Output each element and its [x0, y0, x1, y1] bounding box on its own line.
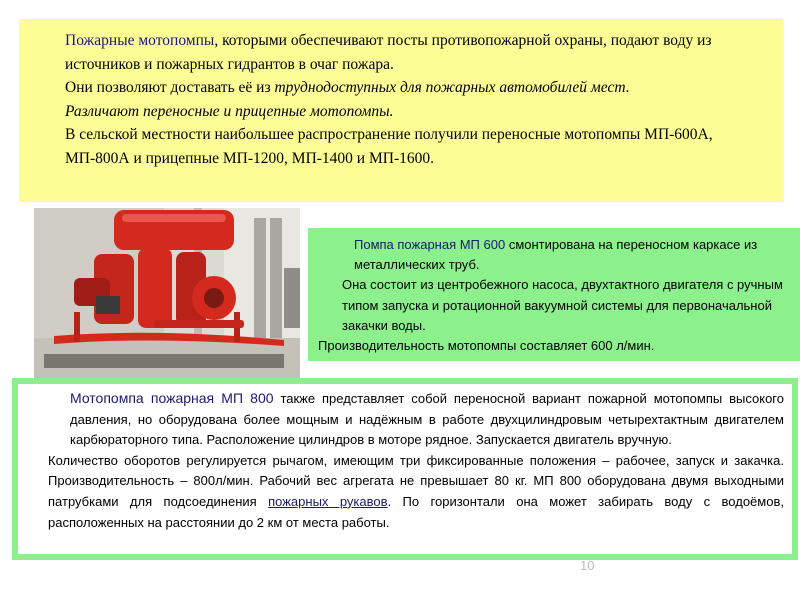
mp800-paragraph-2	[26, 451, 784, 533]
pump-illustration	[34, 208, 300, 380]
fire-hoses-link[interactable]: пожарных рукавов	[268, 493, 388, 509]
intro-text-box	[19, 19, 783, 202]
mp800-paragraph-1-text: также представляет собой переносной вариант пожарной мотопомпы высокого давления, но оборудована более мощным и надёжным в работе двухцилиндровым четырехтактным двигателем карбюраторного типа. Расположение цилиндров в моторе рядное. Запускается двигатель вручную.	[70, 391, 784, 448]
mp800-text-panel	[18, 384, 792, 554]
mp800-title: Мотопомпа пожарная МП 800	[70, 390, 274, 406]
mp600-description-box	[308, 228, 800, 361]
mp600-paragraph-2: Она состоит из центробежного насоса, двухтактного двигателя с ручным типом запуска и ротационной вакуумной системы для первоначальной закачки воды.	[342, 277, 783, 333]
pump-photo	[34, 208, 300, 380]
intro-paragraph-1-text: , которыми обеспечивают посты противопожарной охраны, подают воду из источников и пожарных гидрантов в очаг пожара.	[65, 32, 712, 73]
page-number: 10	[580, 558, 595, 573]
intro-paragraph-2	[29, 76, 773, 100]
mp800-paragraph-1	[26, 388, 784, 451]
pump-term: Пожарные мотопомпы	[65, 32, 215, 49]
mp800-paragraph-2-end: . По горизонтали она может забирать воду с водоёмов, расположенных на расстоянии до 2 км от места работы.	[48, 493, 784, 530]
intro-paragraph-1	[29, 29, 773, 76]
mp800-description-box	[12, 378, 798, 560]
mp600-paragraph-1	[318, 235, 792, 275]
intro-paragraph-4: В сельской местности наибольшее распространение получили переносные мотопомпы МП-600А, МП-800А и прицепные МП-1200, МП-1400 и МП-1600.	[65, 126, 713, 167]
intro-paragraph-3-italic: Различают переносные и прицепные мотопомпы.	[65, 102, 394, 120]
mp800-paragraph-2-start: Количество оборотов регулируется рычагом, имеющим три фиксированные положения – рабочее, запуск и закачка. Производительность – 800л/мин. Рабочий вес агрегата не превышает 80 кг. МП 800 оборудована двумя выходными патрубками для подсоединения	[48, 452, 784, 509]
intro-paragraph-3	[29, 100, 773, 124]
mp600-paragraph-3: Производительность мотопомпы составляет 600 л/мин.	[318, 338, 655, 354]
mp600-title: Помпа пожарная МП 600	[354, 237, 506, 252]
mp600-paragraph-1-text: смонтирована на переносном каркасе из металлических труб.	[354, 237, 758, 273]
intro-paragraph-2-end: .	[625, 79, 630, 97]
intro-paragraph-2-italic: труднодоступных для пожарных автомобилей мест	[274, 79, 626, 97]
intro-paragraph-2-lead: Они позволяют доставать её из	[65, 79, 275, 97]
